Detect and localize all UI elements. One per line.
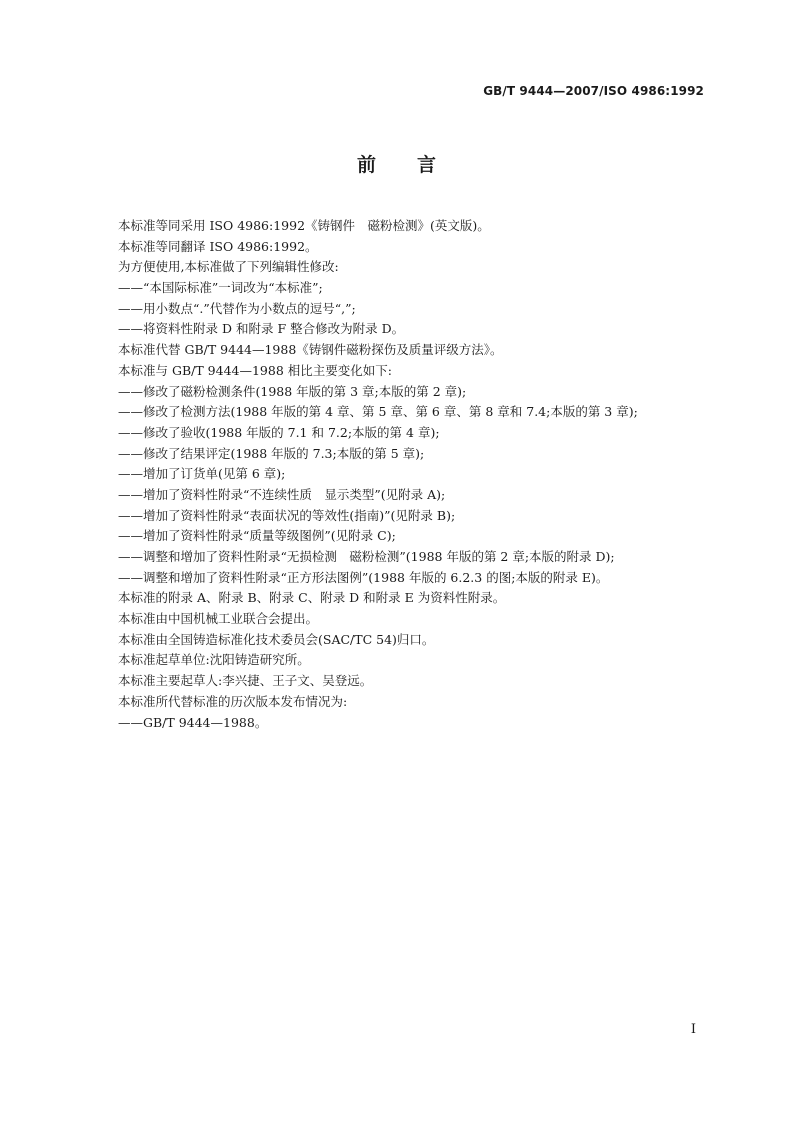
list-item: ——增加了资料性附录“质量等级图例”(见附录 C); — [118, 528, 396, 544]
list-item: ——增加了订货单(见第 6 章); — [118, 466, 286, 482]
list-item: ——“本国际标准”一词改为“本标准”; — [118, 280, 323, 296]
paragraph-line: 本标准由全国铸造标准化技术委员会(SAC/TC 54)归口。 — [118, 631, 435, 647]
foreword-body — [118, 216, 718, 733]
list-item: ——修改了验收(1988 年版的 7.1 和 7.2;本版的第 4 章); — [118, 424, 440, 440]
page-title-first-char: 前 — [356, 154, 377, 176]
paragraph-line: 本标准所代替标准的历次版本发布情况为: — [118, 693, 348, 709]
list-item: ——增加了资料性附录“不连续性质 显示类型”(见附录 A); — [118, 486, 446, 502]
paragraph-line: 本标准的附录 A、附录 B、附录 C、附录 D 和附录 E 为资料性附录。 — [118, 590, 506, 606]
list-item: ——修改了磁粉检测条件(1988 年版的第 3 章;本版的第 2 章); — [118, 383, 467, 399]
list-item: ——增加了资料性附录“表面状况的等效性(指南)”(见附录 B); — [118, 507, 456, 523]
page-title-second-char: 言 — [417, 154, 438, 176]
page-title — [0, 150, 794, 177]
paragraph-line: 本标准代替 GB/T 9444—1988《铸钢件磁粉探伤及质量评级方法》。 — [118, 342, 503, 358]
list-item: ——GB/T 9444—1988。 — [118, 714, 268, 730]
list-item: ——调整和增加了资料性附录“正方形法图例”(1988 年版的 6.2.3 的图;本版的附录 E)。 — [118, 569, 609, 585]
paragraph-line: 本标准等同采用 ISO 4986:1992《铸钢件 磁粉检测》(英文版)。 — [118, 218, 490, 233]
paragraph-line: 本标准主要起草人:李兴捷、王子文、吴登远。 — [118, 673, 373, 689]
list-item: ——调整和增加了资料性附录“无损检测 磁粉检测”(1988 年版的第 2 章;本版的附录 D); — [118, 549, 615, 564]
list-item: ——将资料性附录 D 和附录 F 整合修改为附录 D。 — [118, 321, 405, 337]
page-number: I — [690, 1022, 696, 1037]
paragraph-line: 本标准等同翻译 ISO 4986:1992。 — [118, 238, 318, 254]
paragraph-line: 本标准由中国机械工业联合会提出。 — [118, 611, 319, 627]
list-item: ——用小数点“.”代替作为小数点的逗号“,”; — [118, 300, 356, 316]
list-item: ——修改了检测方法(1988 年版的第 4 章、第 5 章、第 6 章、第 8 章和 7.4;本版的第 3 章); — [118, 404, 638, 420]
standard-code-header: GB/T 9444—2007/ISO 4986:1992 — [483, 84, 704, 98]
paragraph-line: 为方便使用,本标准做了下列编辑性修改: — [118, 259, 339, 275]
paragraph-line: 本标准起草单位:沈阳铸造研究所。 — [118, 652, 310, 668]
list-item: ——修改了结果评定(1988 年版的 7.3;本版的第 5 章); — [118, 445, 425, 461]
paragraph-line: 本标准与 GB/T 9444—1988 相比主要变化如下: — [118, 362, 392, 378]
